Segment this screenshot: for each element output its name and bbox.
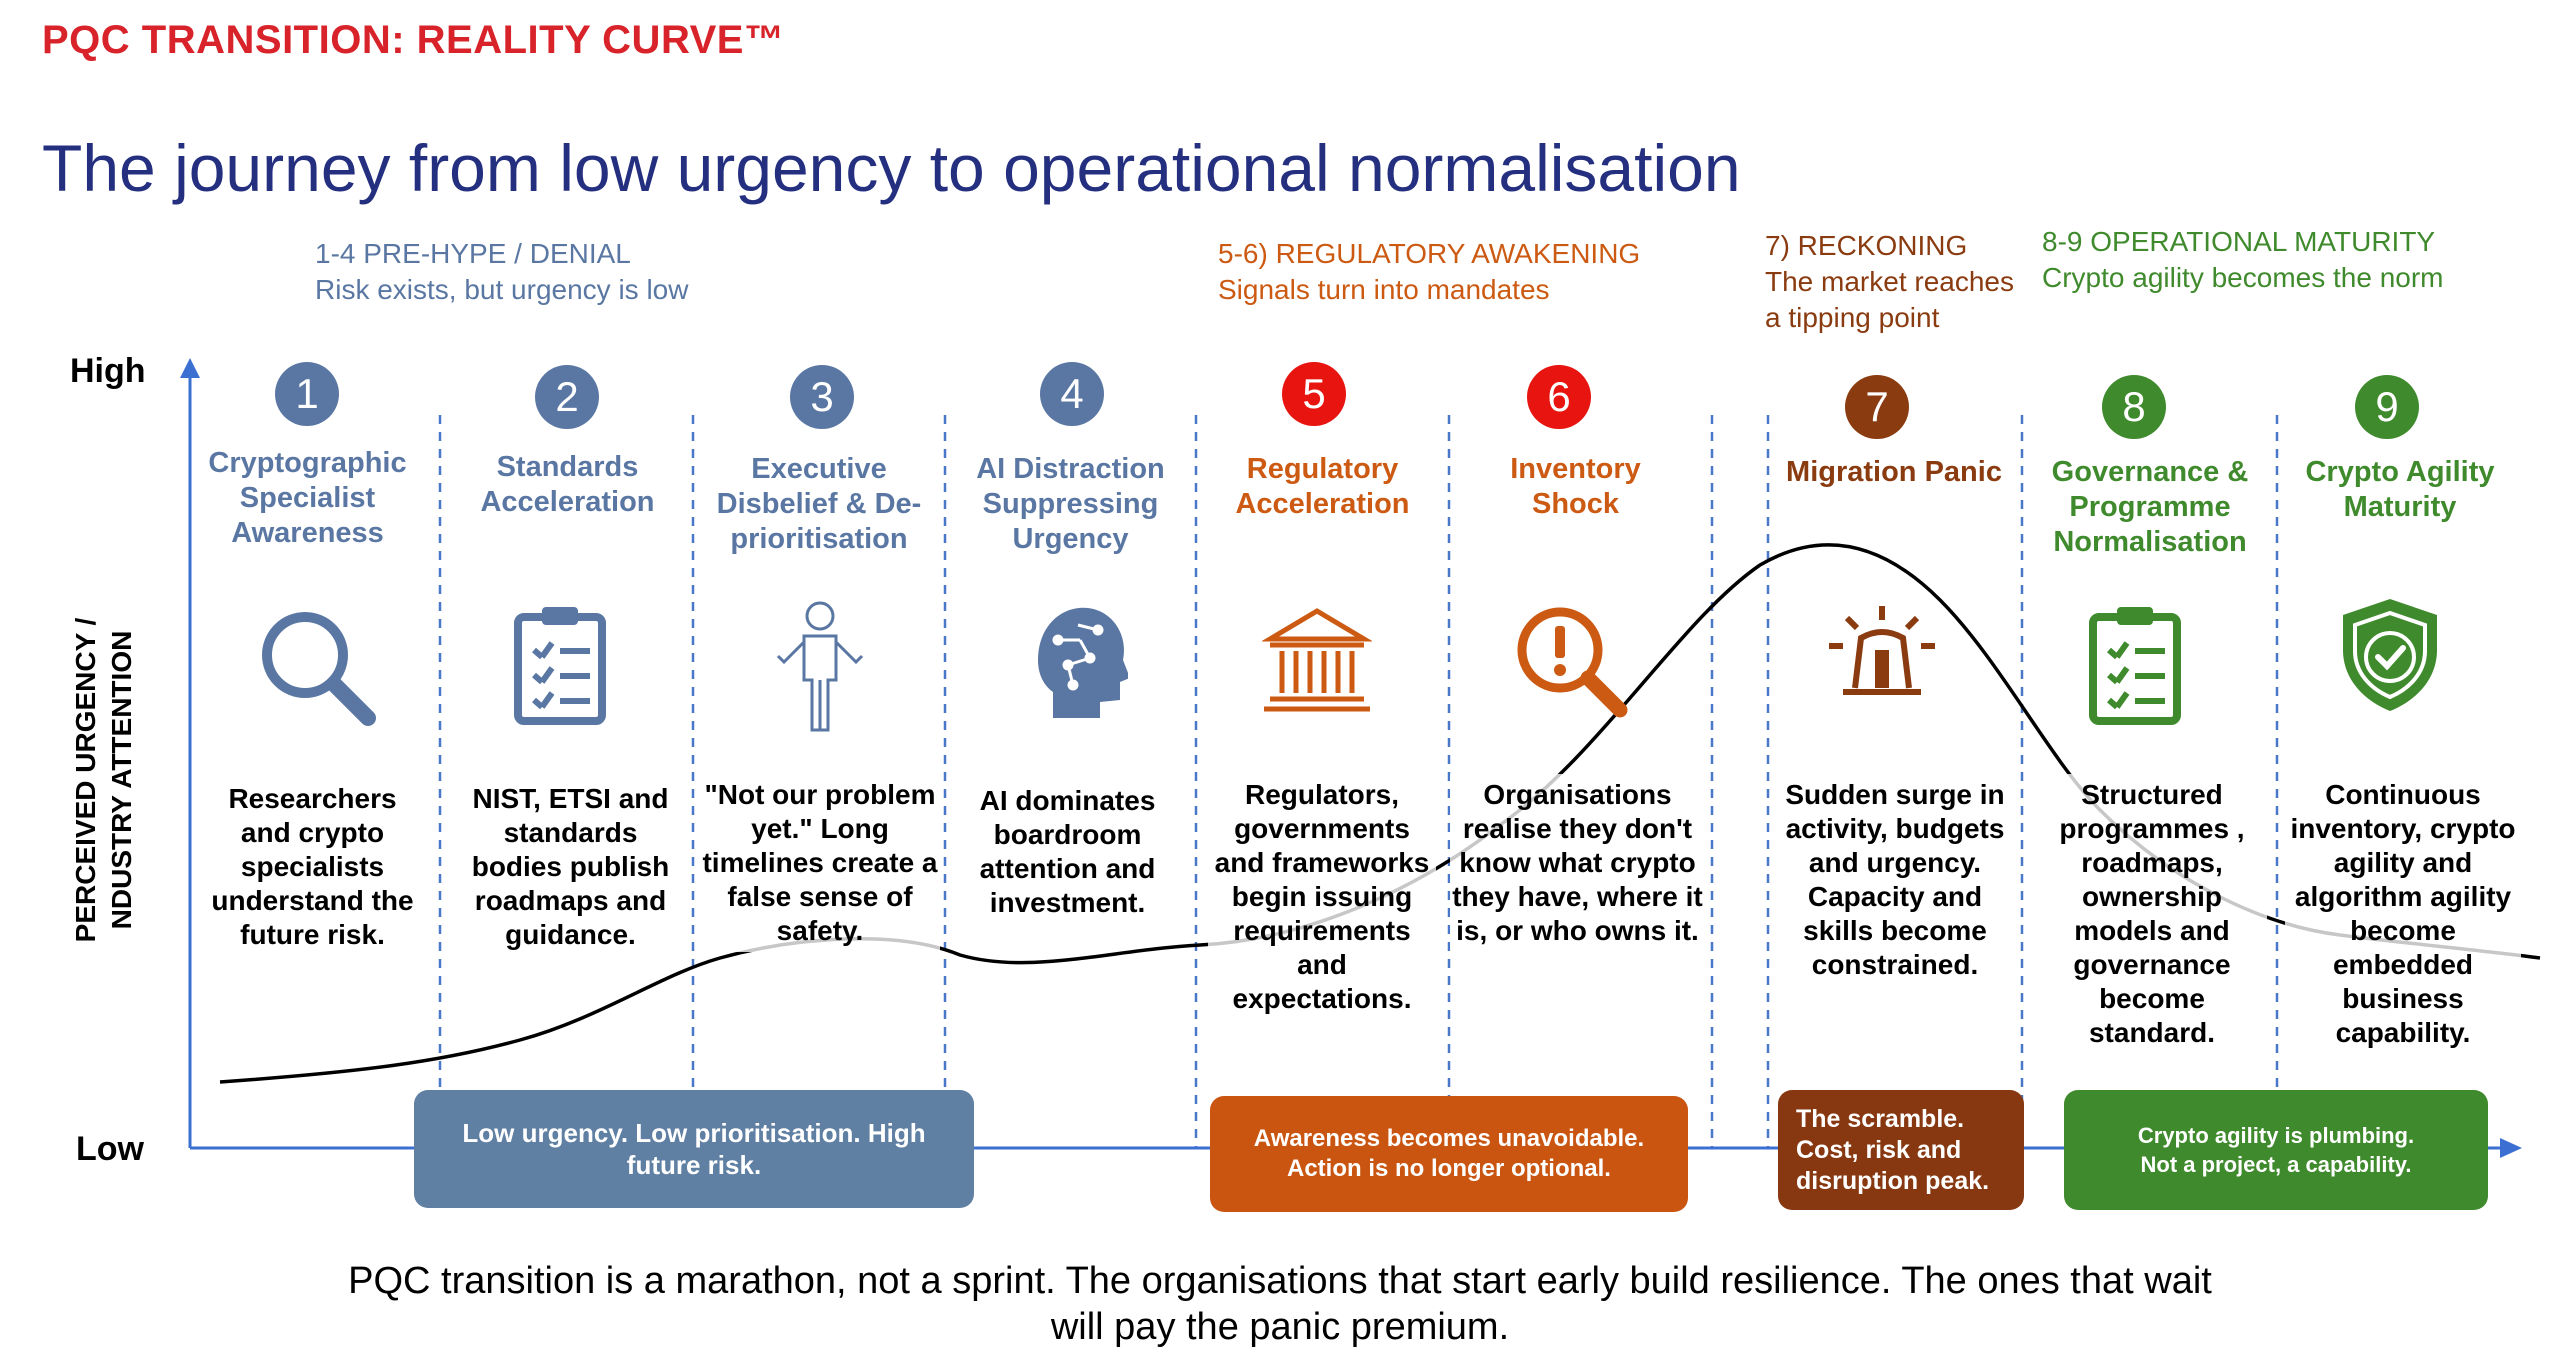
- stage-description: NIST, ETSI and standards bodies publish roadmaps and guidance.: [458, 778, 683, 956]
- band-line: The scramble.: [1796, 1104, 1965, 1133]
- band-line: Action is no longer optional.: [1286, 1155, 1611, 1182]
- stage-description: Structured programmes , roadmaps, ownership models and governance become standard.: [2037, 774, 2267, 1054]
- checklist-icon: [2085, 605, 2185, 725]
- band-plumbing: [2064, 1090, 2488, 1210]
- stage-number-badge: 6: [1527, 365, 1591, 429]
- phase-heading: 1-4 PRE-HYPE / DENIAL: [315, 238, 631, 269]
- band-scramble: [1778, 1090, 2024, 1210]
- stage-title: Crypto Agility Maturity: [2305, 456, 2495, 523]
- stage-description: Organisations realise they don't know what crypto they have, where it is, or who owns it.: [1450, 774, 1705, 952]
- ai-head-icon: [1018, 600, 1128, 720]
- stage-number-badge: 2: [535, 365, 599, 429]
- stage-title: Inventory Shock: [1510, 453, 1641, 520]
- stage-number-badge: 4: [1040, 362, 1104, 426]
- phase-heading: 5-6) REGULATORY AWAKENING: [1218, 238, 1641, 269]
- stage-description: AI dominates boardroom attention and investment.: [955, 780, 1180, 924]
- stage-description: Sudden surge in activity, budgets and urgency. Capacity and skills become constrained.: [1780, 774, 2010, 986]
- band-awareness: [1210, 1096, 1688, 1212]
- stage-number-badge: 9: [2355, 375, 2419, 439]
- y-axis-arrow: [180, 358, 200, 378]
- band-line: Crypto agility is plumbing.: [2137, 1123, 2415, 1148]
- phase-subheading: Risk exists, but urgency is low: [315, 274, 689, 305]
- band-line: Awareness becomes unavoidable.: [1253, 1125, 1645, 1152]
- phase-heading: 7) RECKONING: [1765, 230, 1968, 261]
- y-axis-title-line1: PERCEIVED URGENCY /: [70, 617, 101, 943]
- phase-subheading: Signals turn into mandates: [1218, 274, 1550, 305]
- siren-icon: [1825, 598, 1940, 703]
- stage-description: Researchers and crypto specialists understand the future risk.: [200, 778, 425, 956]
- band-line: Not a project, a capability.: [2140, 1152, 2412, 1177]
- footer-line: will pay the panic premium.: [1050, 1306, 1510, 1348]
- y-axis-title-line2: NDUSTRY ATTENTION: [106, 630, 137, 930]
- stage-title: Governance & Programme Normalisation: [2051, 456, 2249, 558]
- stage-title: AI Distraction Suppressing Urgency: [976, 453, 1165, 555]
- band-line: Cost, risk and: [1796, 1135, 1962, 1164]
- footer-note: [200, 1258, 2360, 1350]
- band-low-urgency: [414, 1090, 974, 1208]
- stage-title: Cryptographic Specialist Awareness: [208, 447, 407, 549]
- stage-number-badge: 8: [2102, 375, 2166, 439]
- shield-check-icon: [2335, 595, 2445, 715]
- magnifier-icon: [250, 600, 380, 730]
- stage-title: Executive Disbelief & De-prioritisation: [716, 453, 922, 555]
- person-shrug-icon: [770, 600, 870, 735]
- stage-number-badge: 3: [790, 365, 854, 429]
- band-line: Low urgency. Low prioritisation. High: [462, 1118, 926, 1148]
- stage-number-badge: 7: [1845, 375, 1909, 439]
- stage-description: Continuous inventory, crypto agility and algorithm agility become embedded business capability.: [2285, 774, 2521, 1054]
- alert-magnifier-icon: [1510, 600, 1630, 720]
- page-subtitle: The journey from low urgency to operational normalisation: [42, 131, 1741, 205]
- clipboard-icon: [510, 605, 610, 725]
- stage-number-badge: 1: [275, 362, 339, 426]
- stage-title: Standards Acceleration: [480, 451, 655, 518]
- stage-number-badge: 5: [1282, 362, 1346, 426]
- government-building-icon: [1262, 605, 1372, 715]
- stage-title: Migration Panic: [1786, 456, 2002, 488]
- x-axis-arrow: [2500, 1138, 2522, 1158]
- phase-heading: 8-9 OPERATIONAL MATURITY: [2042, 226, 2436, 257]
- axis-low-label: Low: [76, 1130, 144, 1168]
- stage-description: Regulators, governments and frameworks begin issuing requirements and expectations.: [1208, 774, 1436, 1020]
- top-label: PQC TRANSITION: REALITY CURVE™: [42, 18, 785, 62]
- band-line: future risk.: [626, 1150, 762, 1180]
- axis-high-label: High: [70, 352, 146, 390]
- phase-subheading: Crypto agility becomes the norm: [2042, 262, 2444, 293]
- footer-line: PQC transition is a marathon, not a sprint. The organisations that start early build resilience. The ones that wait: [348, 1260, 2212, 1302]
- stage-description: "Not our problem yet." Long timelines create a false sense of safety.: [700, 774, 940, 952]
- phase-subheading: The market reaches a tipping point: [1765, 266, 2014, 333]
- stage-title: Regulatory Acceleration: [1235, 453, 1410, 520]
- band-line: disruption peak.: [1796, 1166, 1990, 1195]
